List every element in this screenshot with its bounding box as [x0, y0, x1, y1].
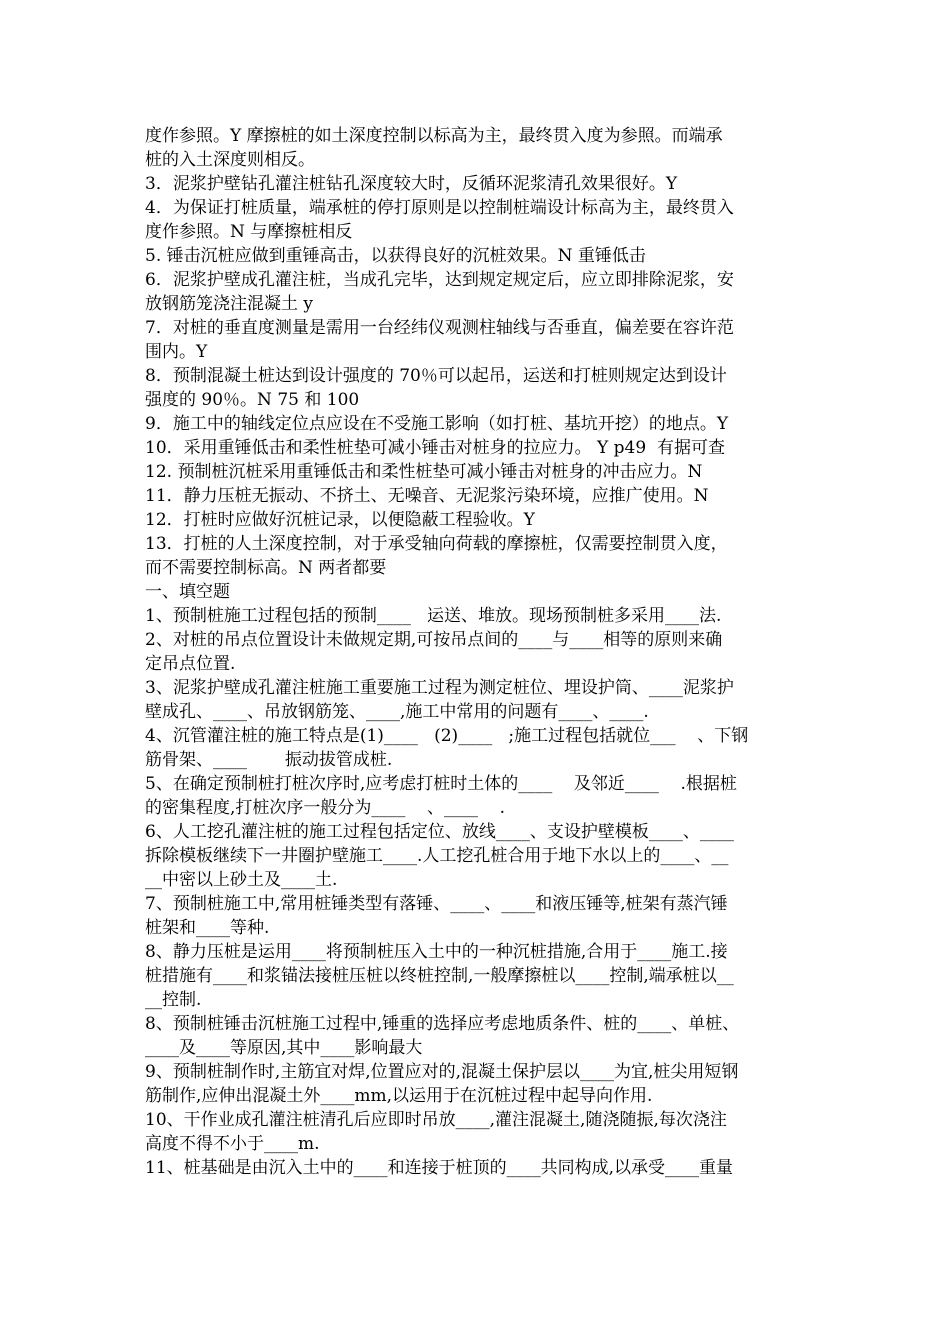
text-line: 桩措施有____和浆锚法接桩压桩以终桩控制,一般摩擦桩以____控制,端承桩以__: [145, 966, 734, 986]
text-line: 筋制作,应伸出混凝土外____mm,以运用于在沉桩过程中起导向作用.: [145, 1086, 653, 1106]
text-line: 3、泥浆护壁成孔灌注桩施工重要施工过程为测定桩位、埋设护筒、____泥浆护: [145, 678, 734, 698]
document-body: [145, 124, 815, 1180]
text-line: 10、干作业成孔灌注桩清孔后应即时吊放____,灌注混凝土,随浇随振,每次浇注: [145, 1110, 727, 1130]
text-line: 1、预制桩施工过程包括的预制____ 运送、堆放。现场预制桩多采用____法.: [145, 606, 722, 626]
text-line: 2、对桩的吊点位置设计未做规定期,可按吊点间的____与____相等的原则来确: [145, 630, 723, 650]
text-line: 壁成孔、____、吊放钢筋笼、____,施工中常用的问题有____、____.: [145, 702, 649, 722]
text-line: 10．采用重锤低击和柔性桩垫可减小锤击对桩身的拉应力。 Y p49 有据可查: [145, 438, 725, 458]
text-line: 7．对桩的垂直度测量是需用一台经纬仪观测柱轴线与否垂直，偏差要在容许范: [145, 318, 734, 338]
text-line: 7、预制桩施工中,常用桩锤类型有落锤、____、____和液压锤等,桩架有蒸汽锤: [145, 894, 728, 914]
text-line: 12. 预制桩沉桩采用重锤低击和柔性桩垫可减小锤击对桩身的冲击应力。N: [145, 462, 703, 482]
text-line: 5、在确定预制桩打桩次序时,应考虑打桩时土体的____ 及邻近____ .根据桩: [145, 774, 737, 794]
text-line: 4、沉管灌注桩的施工特点是(1)____ (2)____ ;施工过程包括就位___ 、下钢: [145, 726, 749, 746]
text-line: 度作参照。N 与摩擦桩相反: [145, 222, 353, 242]
text-line: 9、预制桩制作时,主筋宜对焊,位置应对的,混凝土保护层以____为宜,桩尖用短钢: [145, 1062, 739, 1082]
text-line: 11、桩基础是由沉入土中的____和连接于桩顶的____共同构成,以承受____重量: [145, 1158, 734, 1178]
text-line: 4．为保证打桩质量，端承桩的停打原则是以控制桩端设计标高为主，最终贯入: [145, 198, 734, 218]
text-line: 而不需要控制标高。N 两者都要: [145, 558, 387, 578]
text-line: 强度的 90％。N 75 和 100: [145, 390, 360, 410]
text-line: 拆除模板继续下一井圈护壁施工____.人工挖孔桩合用于地下水以上的____、__: [145, 846, 729, 866]
text-line: 围内。Y: [145, 342, 208, 362]
text-line: 5. 锤击沉桩应做到重锤高击，以获得良好的沉桩效果。N 重锤低击: [145, 246, 646, 266]
text-line: 筋骨架、____ 振动拔管成桩.: [145, 750, 393, 770]
text-line: 桩的入土深度则相反。: [145, 150, 315, 170]
text-line: 6．泥浆护壁成孔灌注桩，当成孔完毕，达到规定规定后，应立即排除泥浆，安: [145, 270, 734, 290]
text-line: 定吊点位置.: [145, 654, 236, 674]
text-line: 度作参照。Y 摩擦桩的如土深度控制以标高为主，最终贯入度为参照。而端承: [145, 126, 723, 146]
text-line: ____及____等原因,其中____影响最大: [145, 1038, 423, 1058]
text-line: 6、人工挖孔灌注桩的施工过程包括定位、放线____、支设护壁模板____、____: [145, 822, 734, 842]
text-line: 放钢筋笼浇注混凝土 y: [145, 294, 314, 314]
text-line: 3．泥浆护壁钻孔灌注桩钻孔深度较大时，反循环泥浆清孔效果很好。Y: [145, 174, 678, 194]
text-line: 8．预制混凝土桩达到设计强度的 70％可以起吊，运送和打桩则规定达到设计: [145, 366, 727, 386]
text-line: 11．静力压桩无振动、不挤土、无噪音、无泥浆污染环境，应推广使用。N: [145, 486, 709, 506]
text-line: 高度不得不小于____m.: [145, 1134, 320, 1154]
text-line: __控制.: [145, 990, 202, 1010]
text-line: 8、静力压桩是运用____将预制桩压入土中的一种沉桩措施,合用于____施工.接: [145, 942, 728, 962]
text-line: __中密以上砂土及____土.: [145, 870, 338, 890]
text-line: 桩架和____等种.: [145, 918, 270, 938]
text-line: 13．打桩的人土深度控制，对于承受轴向荷载的摩擦桩，仅需要控制贯入度，: [145, 534, 728, 554]
section-heading: 一、填空题: [145, 582, 230, 602]
text-line: 9．施工中的轴线定位点应设在不受施工影响（如打桩、基坑开挖）的地点。Y: [145, 414, 729, 434]
text-line: 的密集程度,打桩次序一般分为____ 、____ .: [145, 798, 506, 818]
text-line: 8、预制桩锤击沉桩施工过程中,锤重的选择应考虑地质条件、桩的____、单桩、: [145, 1014, 740, 1034]
text-line: 12．打桩时应做好沉桩记录，以便隐蔽工程验收。Y: [145, 510, 535, 530]
